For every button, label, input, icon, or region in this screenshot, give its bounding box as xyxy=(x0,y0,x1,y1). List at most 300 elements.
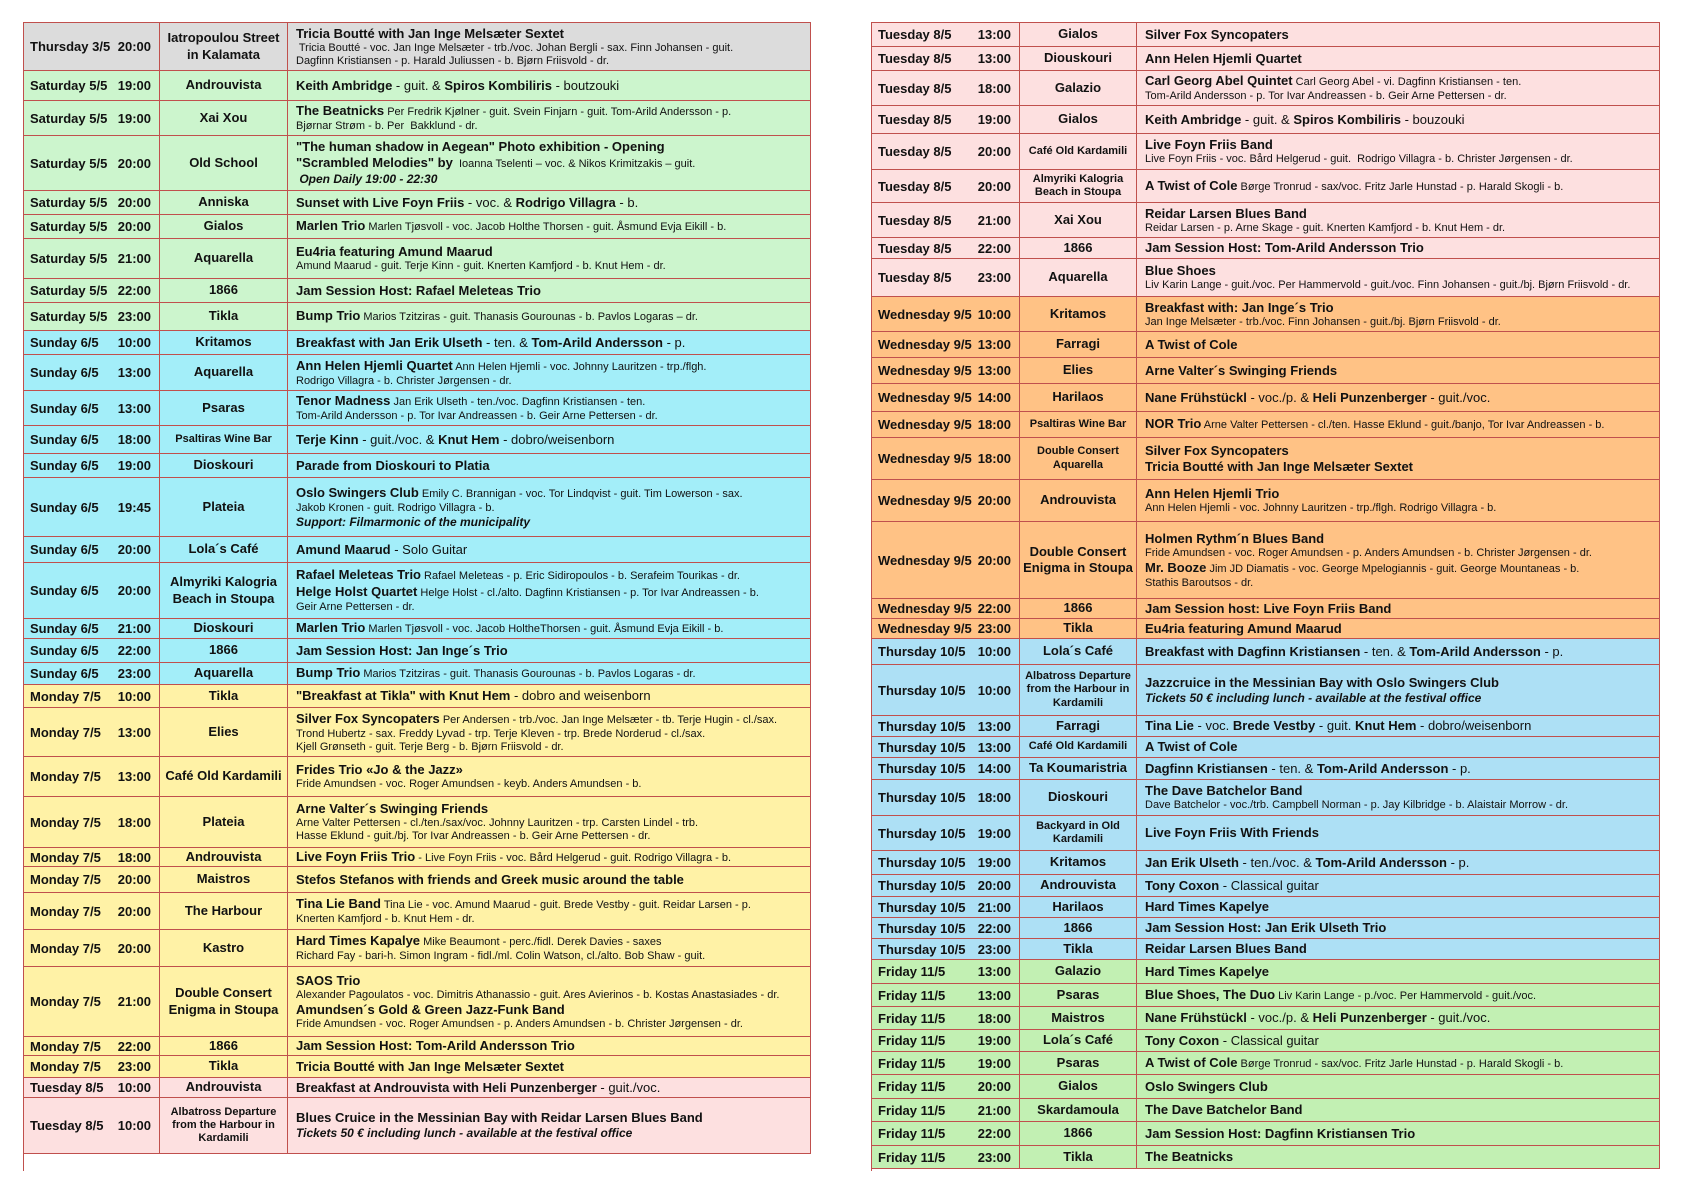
event-datetime xyxy=(872,522,1020,598)
event-line xyxy=(1145,739,1653,755)
event-description xyxy=(288,563,810,618)
performer-name: Tom-Arild Andersson xyxy=(1315,854,1447,870)
event-time: 13:00 xyxy=(117,400,151,416)
event-day: Thursday 10/5 xyxy=(878,825,966,841)
event-venue: Dioskouri xyxy=(1020,780,1137,815)
performer-name: Rodrigo Villagra xyxy=(515,194,616,210)
event-day: Wednesday 9/5 xyxy=(878,552,972,568)
event-row xyxy=(24,663,811,685)
performer-name: Nane Frühstückl xyxy=(1145,1010,1247,1025)
performer-name: Silver Fox Syncopaters xyxy=(1145,26,1289,42)
lineup-text: Dagfinn Kristiansen - p. Harald Juliussen - b. Bjørn Friisvold - dr. xyxy=(296,54,610,67)
event-line xyxy=(296,1080,804,1096)
event-datetime xyxy=(872,47,1020,70)
performer-name: Reidar Larsen Blues Band xyxy=(1145,941,1307,956)
event-line xyxy=(296,218,804,235)
event-datetime xyxy=(24,685,160,707)
event-description xyxy=(1137,522,1659,598)
event-description xyxy=(1137,438,1659,479)
event-row xyxy=(872,47,1660,71)
event-description xyxy=(288,967,810,1036)
performer-name: A Twist of Cole xyxy=(1145,177,1238,193)
event-day: Monday 7/5 xyxy=(30,724,101,740)
event-venue: Androuvista xyxy=(160,71,288,100)
event-venue: Almyriki Kalogria Beach in Stoupa xyxy=(1020,170,1137,202)
performer-name: Terje Kinn xyxy=(296,431,359,447)
lineup-text: Tina Lie - voc. Amund Maarud - guit. Brede Vestby - guit. Reidar Larsen - p. xyxy=(381,899,751,911)
event-time: 22:00 xyxy=(977,601,1011,616)
event-day: Saturday 5/5 xyxy=(30,155,108,171)
performer-name: Brede Vestby xyxy=(1232,718,1316,733)
event-time: 20:00 xyxy=(977,144,1011,159)
event-row xyxy=(872,23,1660,47)
event-description xyxy=(288,71,810,100)
event-datetime xyxy=(24,619,160,638)
event-description xyxy=(288,215,810,238)
event-time: 19:45 xyxy=(117,499,151,515)
event-time: 13:00 xyxy=(977,718,1011,734)
event-line xyxy=(1145,644,1653,660)
event-time: 18:00 xyxy=(977,451,1011,466)
event-datetime xyxy=(872,134,1020,169)
note-text: Tickets 50 € including lunch - available at the festival office xyxy=(1145,690,1482,705)
event-datetime xyxy=(24,1056,160,1077)
lineup-text: Emily C. Brannigan - voc. Tor Lindqvist - guit. Tim Lowerson - sax. xyxy=(418,487,743,500)
event-datetime xyxy=(24,1037,160,1055)
event-time: 21:00 xyxy=(977,899,1011,915)
event-time: 20:00 xyxy=(117,583,151,598)
event-description xyxy=(288,867,810,892)
event-row xyxy=(24,893,811,930)
event-line xyxy=(296,1059,804,1075)
event-day: Monday 7/5 xyxy=(30,1059,101,1074)
event-time: 10:00 xyxy=(977,306,1011,322)
event-datetime xyxy=(872,1146,1020,1168)
event-venue: Plateia xyxy=(160,797,288,847)
performer-name: Hard Times Kapelye xyxy=(1145,963,1270,979)
event-line xyxy=(1145,1102,1653,1118)
event-time: 20:00 xyxy=(977,1079,1011,1094)
event-line xyxy=(1145,112,1653,128)
event-time: 21:00 xyxy=(977,212,1011,228)
event-description xyxy=(288,663,810,684)
event-day: Saturday 5/5 xyxy=(30,251,108,266)
event-datetime xyxy=(872,780,1020,815)
performer-name: Tom-Arild Andersson xyxy=(531,334,663,350)
event-venue: Kritamos xyxy=(160,331,288,354)
event-line xyxy=(296,665,804,682)
event-day: Tuesday 8/5 xyxy=(878,80,952,96)
event-line xyxy=(1145,443,1653,459)
event-row xyxy=(24,708,811,757)
event-row xyxy=(872,1007,1660,1030)
event-line xyxy=(1145,1149,1653,1165)
event-line xyxy=(1145,941,1653,957)
performer-name: A Twist of Cole xyxy=(1145,739,1238,754)
event-day: Sunday 6/5 xyxy=(30,621,99,636)
role-text: - guit./voc. & xyxy=(358,431,439,447)
event-line xyxy=(1145,761,1653,777)
event-datetime xyxy=(24,663,160,684)
performer-name: Jan Erik Ulseth xyxy=(1145,854,1239,870)
event-row xyxy=(872,332,1660,358)
event-datetime xyxy=(872,716,1020,736)
event-line xyxy=(296,26,804,42)
event-line xyxy=(296,485,804,502)
role-text: - Solo Guitar xyxy=(390,541,468,557)
event-datetime xyxy=(872,480,1020,521)
event-description xyxy=(1137,259,1659,296)
event-line xyxy=(296,78,804,94)
event-description xyxy=(1137,1030,1659,1051)
event-day: Friday 11/5 xyxy=(878,1126,946,1141)
event-description xyxy=(1137,358,1659,383)
performer-name: "The human shadow in Aegean" Photo exhibition - Opening xyxy=(296,139,665,154)
performer-name: Blues Cruice in the Messinian Bay with Reidar Larsen Blues Band xyxy=(296,1110,703,1125)
event-time: 20:00 xyxy=(117,872,151,887)
event-row xyxy=(24,537,811,563)
event-venue: Café Old Kardamili xyxy=(160,757,288,796)
role-text: - guit./voc. xyxy=(1426,1010,1491,1025)
event-description xyxy=(1137,1007,1659,1029)
event-datetime xyxy=(872,203,1020,237)
event-row xyxy=(872,1099,1660,1122)
performer-name: Jam Session Host: Rafael Meleteas Trio xyxy=(296,282,541,298)
event-datetime xyxy=(872,639,1020,664)
event-datetime xyxy=(872,238,1020,258)
event-time: 10:00 xyxy=(117,1118,151,1133)
event-day: Monday 7/5 xyxy=(30,814,101,830)
event-venue: Albatross Departure from the Harbour in Kardamili xyxy=(1020,665,1137,715)
event-description xyxy=(288,391,810,425)
event-line xyxy=(296,120,804,133)
role-text: - dobro/weisenborn xyxy=(1416,718,1532,733)
event-venue: Aquarella xyxy=(1020,259,1137,296)
event-venue: Aquarella xyxy=(160,663,288,684)
performer-name: Silver Fox Syncopaters xyxy=(296,710,440,726)
event-line xyxy=(296,849,804,866)
event-time: 13:00 xyxy=(117,724,151,740)
event-row xyxy=(24,563,811,619)
event-venue: Tikla xyxy=(160,303,288,330)
event-datetime xyxy=(872,71,1020,105)
event-datetime xyxy=(872,23,1020,46)
event-description xyxy=(288,331,810,354)
event-description xyxy=(1137,875,1659,896)
role-text: - ten. & xyxy=(1360,643,1410,659)
event-venue: 1866 xyxy=(1020,918,1137,938)
event-time: 10:00 xyxy=(117,335,151,350)
event-venue: Xai Xou xyxy=(160,101,288,135)
event-datetime xyxy=(24,426,160,453)
event-line xyxy=(296,502,804,515)
event-row xyxy=(24,303,811,331)
event-description xyxy=(288,191,810,214)
event-day: Tuesday 8/5 xyxy=(878,144,952,159)
event-venue: 1866 xyxy=(1020,238,1137,258)
event-description xyxy=(1137,780,1659,815)
event-note xyxy=(296,172,804,187)
lineup-text: - Live Foyn Friis - voc. Bård Helgerud - guit. Rodrigo Villagra - b. xyxy=(415,851,732,864)
event-venue: Tikla xyxy=(160,1056,288,1077)
event-venue: Harilaos xyxy=(1020,384,1137,411)
lineup-text: Jan Erik Ulseth - ten./voc. Dagfinn Kristiansen - ten. xyxy=(390,396,646,408)
performer-name: Tony Coxon xyxy=(1145,877,1220,893)
event-day: Sunday 6/5 xyxy=(30,432,99,447)
lineup-text: Marlen Tjøsvoll - voc. Jacob Holthe Thorsen - guit. Åsmund Evja Eikill - b. xyxy=(365,221,727,233)
performer-name: Hard Times Kapelye xyxy=(1145,899,1270,914)
lineup-text: Arne Valter Pettersen - cl./ten./sax/voc. Johnny Lauritzen - trp. Carsten Lindel - trb. xyxy=(296,817,699,829)
event-line xyxy=(296,989,804,1002)
event-datetime xyxy=(872,816,1020,850)
role-text: - p. xyxy=(1446,854,1470,870)
event-row xyxy=(872,875,1660,897)
performer-name: Live Foyn Friis Trio xyxy=(296,848,416,864)
performer-name: Marlen Trio xyxy=(296,620,366,635)
event-line xyxy=(296,762,804,778)
performer-name: Heli Punzenberger xyxy=(1312,389,1427,405)
event-venue: 1866 xyxy=(160,639,288,662)
event-day: Wednesday 9/5 xyxy=(878,621,972,636)
performer-name: Mr. Booze xyxy=(1145,559,1207,575)
event-day: Wednesday 9/5 xyxy=(878,417,972,432)
event-note xyxy=(296,515,804,530)
event-line xyxy=(1145,337,1653,353)
event-day: Saturday 5/5 xyxy=(30,283,108,298)
event-datetime xyxy=(872,1075,1020,1098)
event-day: Monday 7/5 xyxy=(30,769,101,784)
event-venue: Skardamoula xyxy=(1020,1099,1137,1121)
lineup-text: Fride Amundsen - voc. Roger Amundsen - p. Anders Amundsen - b. Christer Jørgensen - dr. xyxy=(296,1017,743,1030)
event-venue: Tikla xyxy=(1020,939,1137,959)
lineup-text: Tricia Boutté - voc. Jan Inge Melsæter - trb./voc. Johan Bergli - sax. Finn Johansen - guit. xyxy=(296,41,734,54)
event-row xyxy=(24,23,811,71)
event-line xyxy=(296,817,804,830)
event-description xyxy=(288,23,810,70)
event-day: Saturday 5/5 xyxy=(30,110,108,126)
event-datetime xyxy=(24,757,160,796)
event-venue: Lola´s Café xyxy=(160,537,288,562)
event-datetime xyxy=(872,984,1020,1006)
lineup-text: Ann Helen Hjemli - voc. Johnny Lauritzen - trp./flgh. xyxy=(452,360,707,373)
event-time: 21:00 xyxy=(117,994,151,1009)
event-description xyxy=(288,1098,810,1153)
event-day: Sunday 6/5 xyxy=(30,666,99,681)
schedule-column-right xyxy=(871,22,1660,1171)
event-day: Sunday 6/5 xyxy=(30,583,99,598)
event-venue: Aquarella xyxy=(160,355,288,390)
event-datetime xyxy=(872,897,1020,917)
lineup-text: Fride Amundsen - voc. Roger Amundsen - keyb. Anders Amundsen - b. xyxy=(296,778,642,790)
performer-name: The Beatnicks xyxy=(1145,1149,1234,1164)
role-text: - guit./voc. xyxy=(596,1079,661,1095)
performer-name: Blue Shoes xyxy=(1145,263,1216,278)
event-datetime xyxy=(24,303,160,330)
event-row xyxy=(872,1146,1660,1169)
lineup-text: Marios Tzitziras - guit. Thanasis Gourounas - b. Pavlos Logaras – dr. xyxy=(360,311,698,323)
lineup-text: Bjørnar Strøm - b. Per Bakklund - dr. xyxy=(296,120,478,132)
event-venue: Iatropoulou Street in Kalamata xyxy=(160,23,288,70)
role-text: - ten. & xyxy=(482,334,532,350)
role-text: - dobro/weisenborn xyxy=(499,431,615,447)
event-line xyxy=(296,913,804,926)
performer-name: Frides Trio «Jo & the Jazz» xyxy=(296,762,463,777)
event-day: Sunday 6/5 xyxy=(30,643,99,658)
event-day: Sunday 6/5 xyxy=(30,542,99,557)
performer-name: Heli Punzenberger xyxy=(1312,1010,1427,1025)
event-row xyxy=(872,897,1660,918)
event-day: Sunday 6/5 xyxy=(30,365,99,380)
event-datetime xyxy=(24,239,160,278)
event-row xyxy=(872,1122,1660,1146)
event-line xyxy=(1145,577,1653,590)
event-line xyxy=(1145,390,1653,406)
event-line xyxy=(296,432,804,448)
event-venue: Albatross Departure from the Harbour in Kardamili xyxy=(160,1098,288,1153)
event-time: 19:00 xyxy=(977,112,1011,127)
event-row xyxy=(24,619,811,639)
event-row xyxy=(24,426,811,454)
event-row xyxy=(24,355,811,391)
event-time: 21:00 xyxy=(117,621,151,636)
event-line xyxy=(296,1018,804,1031)
performer-name: "Scrambled Melodies" by xyxy=(296,155,453,170)
lineup-text: Live Foyn Friis - voc. Bård Helgerud - guit. Rodrigo Villagra - b. Christer Jørgensen - dr. xyxy=(1145,153,1573,165)
event-line xyxy=(296,601,804,614)
performer-name: Dagfinn Kristiansen xyxy=(1145,760,1268,776)
event-venue: Café Old Kardamili xyxy=(1020,134,1137,169)
event-row xyxy=(24,71,811,101)
role-text: - p. xyxy=(1448,760,1471,776)
performer-name: Stefos Stefanos with friends and Greek music around the table xyxy=(296,871,684,887)
event-time: 20:00 xyxy=(117,219,151,234)
event-time: 13:00 xyxy=(117,769,151,784)
event-time: 23:00 xyxy=(977,941,1011,957)
event-time: 23:00 xyxy=(977,621,1011,636)
event-datetime xyxy=(872,358,1020,383)
event-venue: Harilaos xyxy=(1020,897,1137,917)
performer-name: Jam Session Host: Tom-Arild Andersson Trio xyxy=(1145,240,1424,255)
event-venue: Plateia xyxy=(160,478,288,536)
event-description xyxy=(1137,71,1659,105)
event-description xyxy=(1137,599,1659,618)
lineup-text: Trond Hubertz - sax. Freddy Lyvad - trp. Terje Kleven - trp. Brede Norderud - cl./sax. xyxy=(296,727,706,740)
event-line xyxy=(296,711,804,728)
lineup-text: Fride Amundsen - voc. Roger Amundsen - p. Anders Amundsen - b. Christer Jørgensen - dr. xyxy=(1145,546,1592,559)
event-time: 13:00 xyxy=(977,51,1011,66)
event-time: 14:00 xyxy=(977,390,1011,405)
role-text: - boutzouki xyxy=(551,77,620,93)
performer-name: NOR Trio xyxy=(1145,416,1202,431)
event-venue: Psaltiras Wine Bar xyxy=(1020,412,1137,437)
role-text: - ten./voc. & xyxy=(1238,854,1316,870)
event-time: 20:00 xyxy=(977,493,1011,508)
performer-name: The Dave Batchelor Band xyxy=(1145,1102,1303,1117)
event-line xyxy=(1145,878,1653,894)
event-day: Thursday 10/5 xyxy=(878,855,966,870)
event-venue: Elies xyxy=(160,708,288,756)
event-description xyxy=(288,279,810,302)
event-datetime xyxy=(872,1030,1020,1051)
event-description xyxy=(1137,665,1659,715)
event-venue: Almyriki Kalogria Beach in Stoupa xyxy=(160,563,288,618)
event-row xyxy=(872,758,1660,780)
performer-name: Sunset with Live Foyn Friis xyxy=(296,194,465,210)
event-venue: Psaras xyxy=(160,391,288,425)
performer-name: Bump Trio xyxy=(296,665,361,680)
event-description xyxy=(1137,106,1659,133)
event-description xyxy=(288,797,810,847)
performer-name: Silver Fox Syncopaters xyxy=(1145,442,1289,458)
event-description xyxy=(1137,897,1659,917)
event-row xyxy=(872,238,1660,259)
event-description xyxy=(1137,716,1659,736)
performer-name: Oslo Swingers Club xyxy=(296,484,419,500)
event-line xyxy=(1145,178,1653,195)
event-row xyxy=(872,851,1660,875)
event-day: Wednesday 9/5 xyxy=(878,306,972,322)
event-line xyxy=(1145,459,1653,475)
event-day: Tuesday 8/5 xyxy=(30,1080,104,1095)
event-datetime xyxy=(24,537,160,562)
event-datetime xyxy=(872,106,1020,133)
performer-name: Tina Lie Band xyxy=(296,896,381,911)
performer-name: Knut Hem xyxy=(1355,718,1417,733)
event-description xyxy=(1137,238,1659,258)
event-time: 20:00 xyxy=(117,39,151,54)
event-line xyxy=(296,567,804,584)
event-line xyxy=(296,801,804,817)
role-text: - guit. & xyxy=(392,77,445,93)
event-description xyxy=(1137,960,1659,983)
event-datetime xyxy=(24,639,160,662)
lineup-text: Børge Tronrud - sax/voc. Fritz Jarle Hunstad - p. Harald Skogli - b. xyxy=(1237,180,1564,193)
schedule-column-left xyxy=(23,22,811,1171)
event-time: 19:00 xyxy=(977,1055,1011,1071)
event-line xyxy=(1145,899,1653,915)
event-time: 10:00 xyxy=(117,688,151,704)
event-day: Thursday 10/5 xyxy=(878,761,966,776)
event-datetime xyxy=(24,563,160,618)
event-datetime xyxy=(24,797,160,847)
event-venue: Double Consert Enigma in Stoupa xyxy=(160,967,288,1036)
event-day: Friday 11/5 xyxy=(878,1102,946,1118)
performer-name: Nane Frühstückl xyxy=(1145,389,1247,405)
lineup-text: Richard Fay - bari-h. Simon Ingram - fidl./ml. Colin Watson, cl./alto. Bob Shaw - guit. xyxy=(296,950,706,962)
event-venue: 1866 xyxy=(160,279,288,302)
event-time: 18:00 xyxy=(117,849,151,865)
event-time: 18:00 xyxy=(977,80,1011,96)
event-line xyxy=(296,584,804,601)
performer-name: Breakfast at Androuvista with Heli Punzenberger xyxy=(296,1079,597,1095)
event-description xyxy=(1137,737,1659,757)
event-day: Wednesday 9/5 xyxy=(878,390,972,405)
event-line xyxy=(1145,560,1653,577)
event-row xyxy=(872,259,1660,297)
event-datetime xyxy=(24,930,160,966)
performer-name: Hard Times Kapalye xyxy=(296,933,421,948)
event-line xyxy=(1145,825,1653,841)
event-line xyxy=(296,1110,804,1126)
event-datetime xyxy=(24,1098,160,1153)
note-text: Open Daily 19:00 - 22:30 xyxy=(296,172,438,186)
event-datetime xyxy=(24,101,160,135)
event-day: Thursday 10/5 xyxy=(878,644,966,659)
lineup-text: Hasse Eklund - guit./bj. Tor Ivar Andreassen - b. Geir Arne Pettersen - dr. xyxy=(296,830,651,842)
event-row xyxy=(872,480,1660,522)
event-day: Monday 7/5 xyxy=(30,849,101,865)
lineup-text: Alexander Pagoulatos - voc. Dimitris Athanassio - guit. Ares Avierinos - b. Kostas Anastasiades - dr. xyxy=(296,988,780,1001)
